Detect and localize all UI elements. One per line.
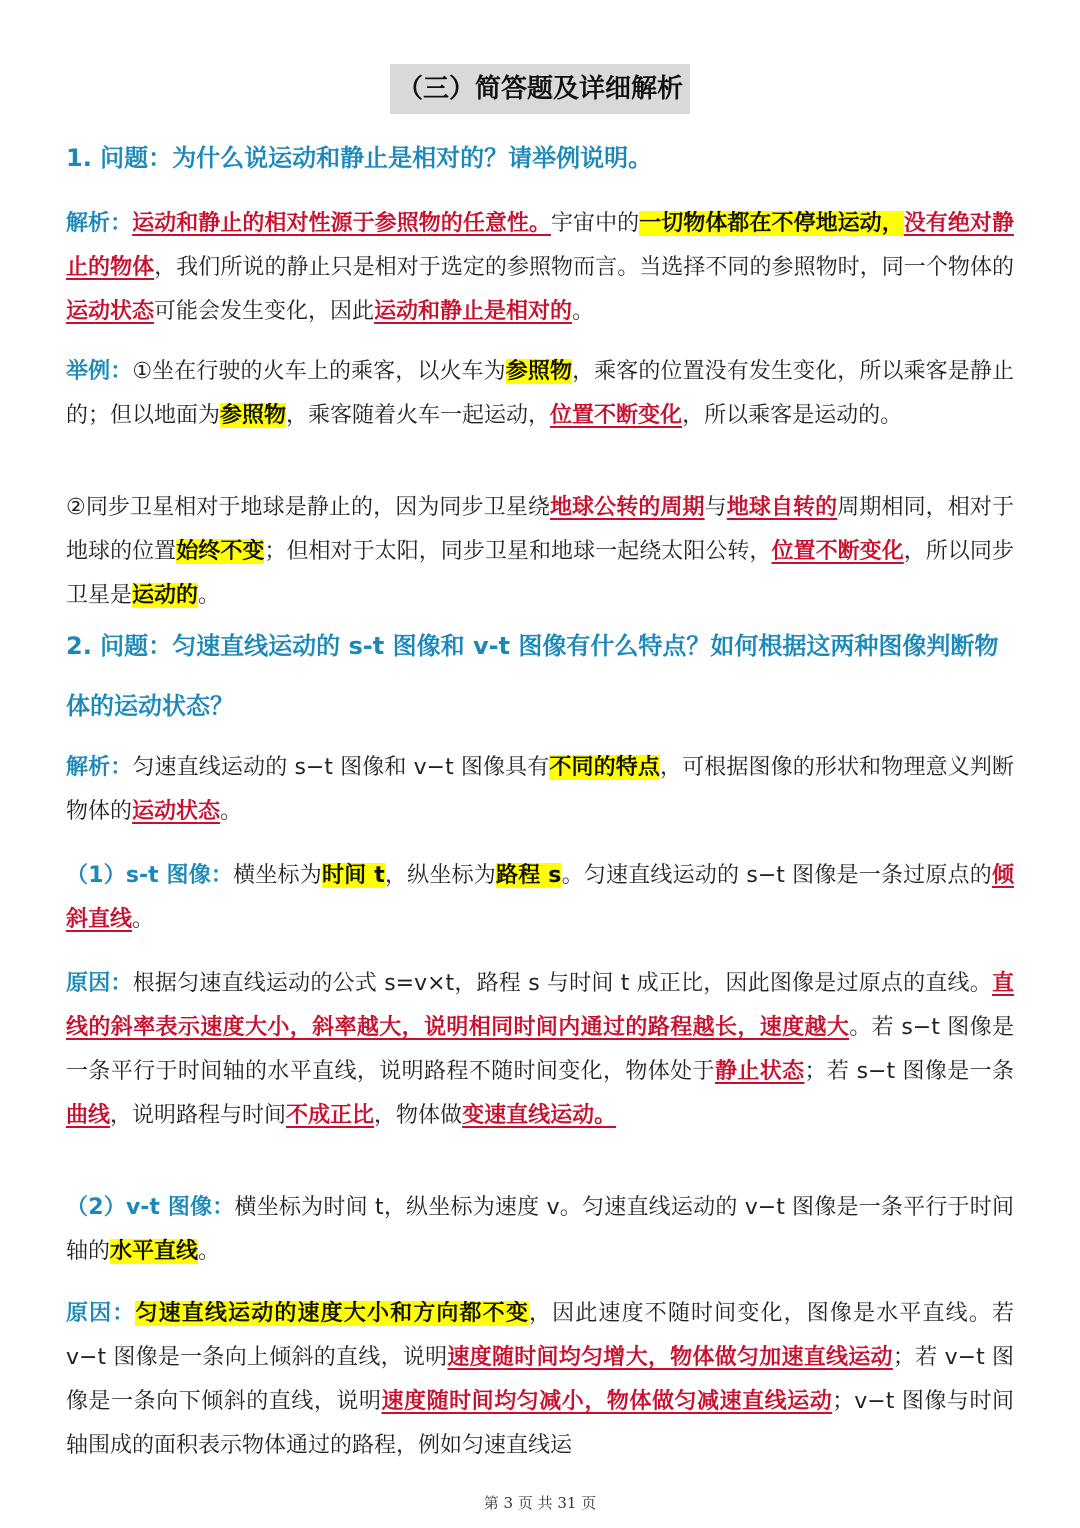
key-phrase: 没有绝对静止的物体 xyxy=(66,211,1014,280)
key-phrase: 速度随时间均匀增大，物体做匀加速直线运动 xyxy=(447,1345,893,1370)
text: ；但相对于太阳，同步卫星和地球一起绕太阳公转， xyxy=(264,539,772,564)
key-phrase: 运动和静止是相对的 xyxy=(374,299,573,324)
text: ，我们所说的静止只是相对于选定的参照物而言。当选择不同的参照物时，同一个物体的 xyxy=(154,255,1014,280)
example-label: 举例： xyxy=(66,359,133,384)
highlight: 水平直线 xyxy=(110,1239,199,1264)
text: 可能会发生变化，因此 xyxy=(154,299,375,324)
text: ，所以乘客是运动的。 xyxy=(682,403,903,428)
text: 。 xyxy=(198,583,221,608)
text: 。匀速直线运动的 s−t 图像是一条过原点的 xyxy=(561,863,992,888)
text: ，所以同步卫星是 xyxy=(66,539,1014,608)
question-2: 2. 问题：匀速直线运动的 s-t 图像和 v-t 图像有什么特点？如何根据这两种图像判断物体的运动状态？ xyxy=(66,632,999,720)
text: ，物体做 xyxy=(374,1103,463,1128)
q1-analysis xyxy=(66,202,1014,334)
key-phrase: 曲线 xyxy=(66,1103,111,1128)
q1-example-2 xyxy=(66,486,1014,618)
text: 根据匀速直线运动的公式 s=v×t，路程 s 与时间 t 成正比，因此图像是过原点的直线。 xyxy=(132,971,992,996)
highlight: 时间 t xyxy=(321,863,385,888)
highlight: 匀速直线运动的速度大小和方向都不变 xyxy=(135,1301,529,1326)
text: 。 xyxy=(572,299,595,324)
q2-vt-reason xyxy=(66,1292,1014,1468)
key-phrase: 运动状态 xyxy=(132,799,221,824)
highlight: 始终不变 xyxy=(176,539,265,564)
key-phrase: 运动和静止的相对性源于参照物的任意性。 xyxy=(132,211,552,236)
text: 。 xyxy=(220,799,243,824)
text: 。 xyxy=(198,1239,221,1264)
key-phrase: 位置不断变化 xyxy=(771,539,904,564)
reason-label: 原因： xyxy=(66,971,133,996)
text: ，乘客随着火车一起运动， xyxy=(286,403,551,428)
key-phrase: 运动状态 xyxy=(66,299,155,324)
reason-label: 原因： xyxy=(66,1301,136,1326)
text: 宇宙中的 xyxy=(551,211,640,236)
text: ，纵坐标为 xyxy=(384,863,496,888)
text: 与 xyxy=(704,495,727,520)
key-phrase: 静止状态 xyxy=(714,1059,805,1084)
analysis-label: 解析： xyxy=(66,755,133,780)
text: ；v−t 图像与时间轴围成的面积表示物体通过的路程，例如匀速直线运 xyxy=(66,1389,1014,1458)
analysis-label: 解析： xyxy=(66,211,133,236)
text: 。 xyxy=(132,907,155,932)
text: ②同步卫星相对于地球是静止的，因为同步卫星绕 xyxy=(66,495,550,520)
key-phrase: 地球自转的 xyxy=(726,495,838,520)
text: ①坐在行驶的火车上的乘客，以火车为 xyxy=(132,359,506,384)
text: 横坐标为 xyxy=(233,863,322,888)
text: 周期相同，相对于地球的位置 xyxy=(66,495,1014,564)
text: ，乘客的位置没有发生变化，所以乘客是静止的；但以地面为 xyxy=(66,359,1014,428)
q2-st-reason xyxy=(66,962,1014,1138)
q2-vt-graph xyxy=(66,1186,1014,1274)
highlight: 不同的特点 xyxy=(549,755,660,780)
question-1: 1. 问题：为什么说运动和静止是相对的？请举例说明。 xyxy=(66,144,653,172)
text: 。若 s−t 图像是一条平行于时间轴的水平直线，说明路程不随时间变化，物体处于 xyxy=(66,1015,1014,1084)
text: ；若 v−t 图像是一条向下倾斜的直线，说明 xyxy=(66,1345,1014,1414)
text: 匀速直线运动的 s−t 图像和 v−t 图像具有 xyxy=(132,755,550,780)
key-phrase: 位置不断变化 xyxy=(550,403,683,428)
key-phrase: 倾斜直线 xyxy=(66,863,1014,932)
section-title: （三）简答题及详细解析 xyxy=(390,64,690,114)
q1-example-1 xyxy=(66,350,1014,438)
page-number: 第 3 页 共 31 页 xyxy=(483,1494,597,1512)
highlight: 运动的 xyxy=(132,583,199,608)
key-phrase: 不成正比 xyxy=(286,1103,375,1128)
vt-label: （2）v-t 图像： xyxy=(66,1195,235,1220)
text: ；若 s−t 图像是一条 xyxy=(804,1059,1014,1084)
q2-analysis xyxy=(66,746,1014,834)
text: 横坐标为时间 t，纵坐标为速度 v。匀速直线运动的 v−t 图像是一条平行于时间轴的 xyxy=(66,1195,1014,1264)
key-phrase: 地球公转的周期 xyxy=(549,495,705,520)
q2-st-graph xyxy=(66,854,1014,942)
highlight: 路程 s xyxy=(496,863,562,888)
key-phrase: 变速直线运动。 xyxy=(462,1103,617,1128)
key-phrase: 速度随时间均匀减小，物体做匀减速直线运动 xyxy=(381,1389,833,1414)
text: ，说明路程与时间 xyxy=(110,1103,287,1128)
highlight: 一切物体都在不停地运动， xyxy=(639,211,904,236)
st-label: （1）s-t 图像： xyxy=(66,863,234,888)
highlight: 参照物 xyxy=(220,403,287,428)
text: ，因此速度不随时间变化，图像是水平直线。若 v−t 图像是一条向上倾斜的直线，说明 xyxy=(66,1301,1014,1370)
key-phrase: 直线的斜率表示速度大小，斜率越大，说明相同时间内通过的路程越长，速度越大 xyxy=(66,971,1014,1040)
text: ，可根据图像的形状和物理意义判断物体的 xyxy=(66,755,1014,824)
highlight: 参照物 xyxy=(505,359,573,384)
